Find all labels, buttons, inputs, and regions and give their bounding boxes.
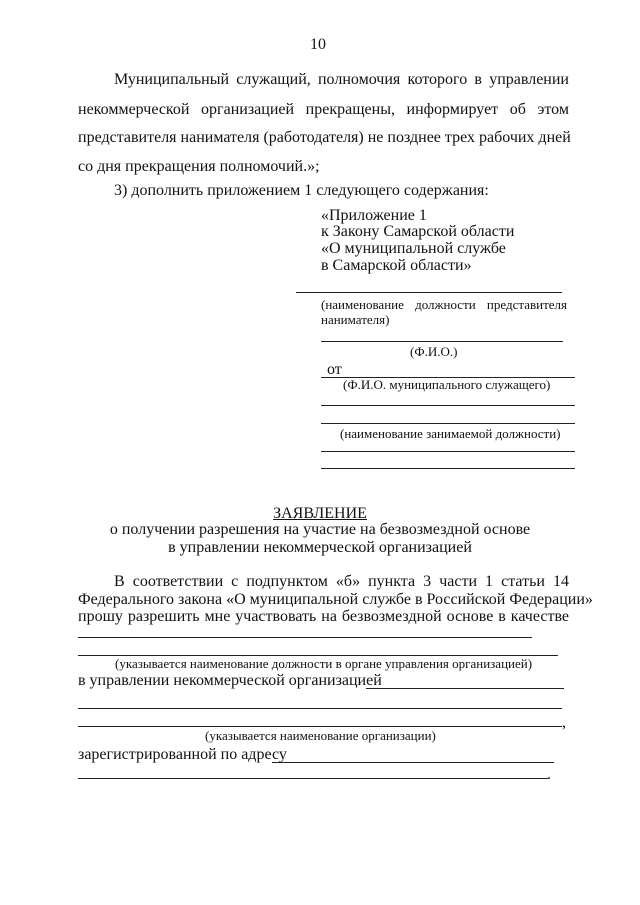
position-field-line-2[interactable] — [321, 423, 575, 424]
intro-line-1: Муниципальный служащий, полномочия которого в управлении — [114, 71, 569, 88]
mgmt-label: в управлении некоммерческой организацией — [78, 672, 382, 689]
position-caption: (наименование занимаемой должности) — [340, 426, 561, 441]
org-field-line-1[interactable] — [366, 688, 564, 689]
address-field-line-1[interactable] — [272, 762, 554, 763]
extra-field-line-1[interactable] — [321, 451, 575, 452]
intro-line-4: со дня прекращения полномочий.»; — [78, 158, 320, 175]
role-field-line-1[interactable] — [78, 637, 532, 638]
address-field-line-2[interactable] — [78, 778, 548, 779]
appendix-line-3: «О муниципальной службе — [321, 240, 506, 257]
org-field-line-3[interactable] — [78, 726, 562, 727]
org-caption: (указывается наименование организации) — [205, 728, 436, 743]
appendix-line-2: к Закону Самарской области — [321, 223, 515, 240]
statement-subtitle-2: в управлении некоммерческой организацией — [168, 539, 472, 556]
extra-field-line-2[interactable] — [321, 468, 575, 469]
employer-field-line[interactable] — [296, 292, 562, 293]
fio-field-line[interactable] — [321, 341, 563, 342]
address-label: зарегистрированной по адресу — [78, 746, 287, 763]
appendix-line-1: «Приложение 1 — [321, 207, 427, 224]
item-3: 3) дополнить приложением 1 следующего содержания: — [114, 182, 489, 199]
statement-subtitle-1: о получении разрешения на участие на безвозмездной основе — [109, 521, 531, 538]
body-line-3: прошу разрешить мне участвовать на безвозмездной основе в качестве — [78, 608, 569, 625]
appendix-line-4: в Самарской области» — [321, 257, 472, 274]
from-label: от — [327, 361, 342, 378]
org-field-line-2[interactable] — [78, 708, 562, 709]
role-caption: (указывается наименование должности в органе управления организацией) — [115, 656, 533, 671]
intro-line-2: некоммерческой организацией прекращены, информирует об этом — [78, 101, 569, 118]
body-line-2: Федерального закона «О муниципальной службе в Российской Федерации» — [78, 591, 593, 608]
employer-caption-2: нанимателя) — [321, 312, 390, 327]
org-comma: , — [562, 714, 566, 731]
fio-caption: (Ф.И.О.) — [410, 344, 458, 359]
page-number: 10 — [310, 36, 326, 53]
address-period: . — [547, 766, 551, 783]
body-line-1: В соответствии с подпунктом «б» пункта 3 части 1 статьи 14 — [114, 573, 569, 590]
employer-caption-1: (наименование должности представителя — [321, 297, 567, 312]
position-field-line-1[interactable] — [321, 405, 575, 406]
employee-fio-caption: (Ф.И.О. муниципального служащего) — [343, 377, 551, 392]
intro-line-3: представителя нанимателя (работодателя) не позднее трех рабочих дней — [78, 129, 571, 146]
statement-title: ЗАЯВЛЕНИЕ — [273, 505, 367, 522]
